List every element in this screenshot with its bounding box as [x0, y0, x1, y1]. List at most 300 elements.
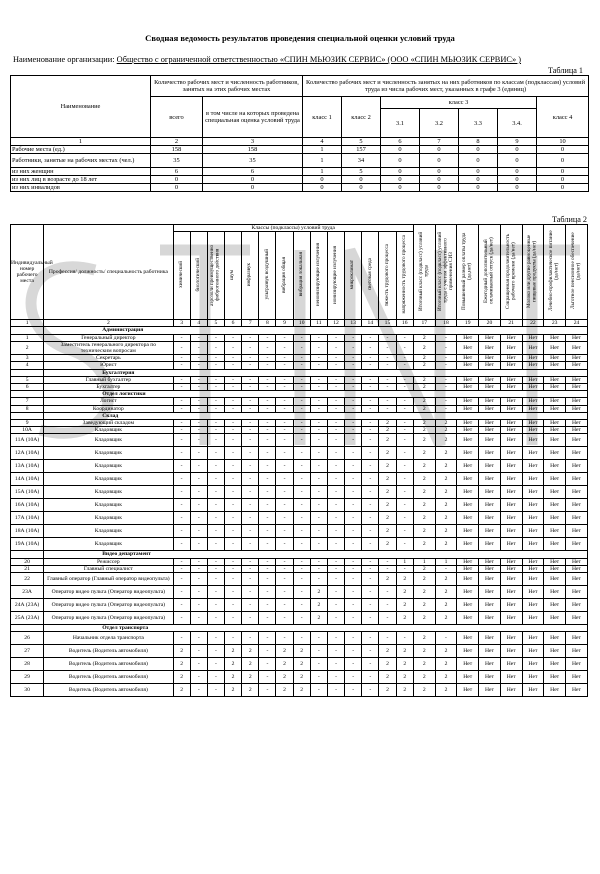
factor-cell: - [207, 612, 224, 625]
result-cell: 2 [413, 612, 435, 625]
factor-cell: - [190, 486, 207, 499]
factor-cell: - [310, 658, 327, 671]
factor-cell: - [345, 558, 362, 565]
factor-header [276, 232, 293, 320]
result-cell: Нет [457, 612, 479, 625]
factor-cell: - [224, 573, 241, 586]
result-cell: Нет [457, 420, 479, 427]
factor-cell: - [173, 447, 190, 460]
factor-cell: - [310, 460, 327, 473]
factor-cell: - [242, 525, 259, 538]
factor-cell: 2 [242, 645, 259, 658]
table1-body [11, 146, 589, 192]
factor-cell: - [293, 525, 310, 538]
factor-cell: - [293, 376, 310, 383]
result-cell: - [435, 376, 457, 383]
factor-cell: - [173, 362, 190, 369]
result-cell: Нет [457, 405, 479, 412]
factor-header-text: световая среда [366, 258, 373, 291]
factor-cell: - [362, 427, 379, 434]
result-cell: Нет [544, 645, 566, 658]
result-cell: Нет [566, 632, 588, 645]
factor-cell: - [310, 376, 327, 383]
result-cell: Нет [457, 398, 479, 405]
factor-cell: - [190, 427, 207, 434]
factor-cell: - [224, 334, 241, 341]
result-cell: Нет [479, 525, 501, 538]
factor-cell: - [345, 398, 362, 405]
result-cell: 2 [435, 460, 457, 473]
profession: Секретарь [44, 355, 173, 362]
table1-column-number: 7 [420, 138, 459, 146]
factor-cell: - [345, 427, 362, 434]
factor-cell: - [362, 565, 379, 572]
result-cell: Нет [500, 499, 522, 512]
factor-cell: - [362, 384, 379, 391]
table-row [11, 684, 588, 697]
factor-cell: - [327, 405, 344, 412]
result-cell: Нет [544, 565, 566, 572]
factor-cell: - [396, 384, 413, 391]
factor-cell: - [345, 671, 362, 684]
table-cell: 0 [151, 176, 203, 184]
factor-cell: - [259, 460, 276, 473]
factor-cell: - [396, 486, 413, 499]
workplace-id: 24А (23А) [11, 599, 44, 612]
factor-cell: - [310, 434, 327, 447]
factor-cell: - [293, 512, 310, 525]
result-cell: Нет [566, 434, 588, 447]
factor-cell: - [362, 612, 379, 625]
result-cell: Нет [544, 398, 566, 405]
result-cell: 2 [413, 599, 435, 612]
factor-cell: - [362, 499, 379, 512]
result-cell: Нет [522, 420, 544, 427]
factor-cell: - [190, 460, 207, 473]
result-cell: Нет [479, 499, 501, 512]
factor-cell: - [293, 362, 310, 369]
factor-cell: 2 [379, 573, 396, 586]
factor-cell: - [345, 573, 362, 586]
result-cell: Нет [566, 486, 588, 499]
factor-cell: - [173, 565, 190, 572]
result-cell: Нет [566, 447, 588, 460]
factor-cell: - [276, 525, 293, 538]
table-row [11, 176, 589, 184]
factor-cell: - [190, 684, 207, 697]
factor-cell: - [259, 612, 276, 625]
result-cell: Нет [479, 420, 501, 427]
factor-cell: 2 [379, 434, 396, 447]
factor-cell: - [379, 341, 396, 354]
factor-cell: - [310, 398, 327, 405]
extra-header-text: Ежегодный дополнительный оплачиваемый отпуск (да/нет) [482, 237, 495, 305]
extra-header-text: Молоко или другие равноценные пищевые продукты (да/нет) [526, 234, 538, 308]
result-cell: Нет [544, 434, 566, 447]
result-cell: Нет [479, 573, 501, 586]
result-cell: Нет [500, 486, 522, 499]
table-row [11, 355, 588, 362]
section-spacer [11, 625, 44, 632]
factor-cell: - [327, 538, 344, 551]
factor-cell: - [190, 376, 207, 383]
factor-cell: - [207, 658, 224, 671]
result-cell: Нет [479, 334, 501, 341]
result-cell: Нет [566, 684, 588, 697]
factor-cell: - [259, 586, 276, 599]
workplace-id: 19А (10А) [11, 538, 44, 551]
factor-cell: - [276, 538, 293, 551]
factor-header-text: тяжесть трудового процесса [383, 243, 390, 306]
table-cell: 0 [303, 184, 342, 192]
factor-cell: - [310, 420, 327, 427]
factor-cell: - [190, 362, 207, 369]
table-row [11, 146, 589, 154]
factor-cell: - [242, 499, 259, 512]
factor-cell: - [396, 512, 413, 525]
factor-cell: - [207, 565, 224, 572]
workplace-id: 10А [11, 427, 44, 434]
factor-cell: - [276, 447, 293, 460]
factor-cell: 2 [379, 538, 396, 551]
result-cell: 2 [413, 427, 435, 434]
result-cell: Нет [479, 684, 501, 697]
section-title: Бухгалтерия [44, 369, 588, 376]
result-cell: Нет [566, 558, 588, 565]
profession: Режиссер [44, 558, 173, 565]
result-cell: Нет [457, 558, 479, 565]
factor-cell: - [293, 573, 310, 586]
result-cell: Нет [479, 558, 501, 565]
factor-cell: - [327, 586, 344, 599]
workplace-id: 15А (10А) [11, 486, 44, 499]
profession: Водитель (Водитель автомобиля) [44, 671, 173, 684]
result-cell: Нет [457, 632, 479, 645]
result-cell: Нет [500, 512, 522, 525]
table2-header-extra-2 [435, 225, 457, 320]
factor-cell: - [362, 362, 379, 369]
row-label: Рабочие места (ед.) [11, 146, 151, 154]
factor-cell: - [310, 334, 327, 341]
result-cell: 2 [413, 671, 435, 684]
table-cell: 1 [303, 146, 342, 154]
profession: Кладовщик [44, 427, 173, 434]
workplace-id: 12А (10А) [11, 447, 44, 460]
factor-cell: - [207, 599, 224, 612]
profession: Кладовщик [44, 512, 173, 525]
factor-header [190, 232, 207, 320]
table2-column-number: 6 [224, 320, 241, 327]
result-cell: 2 [413, 573, 435, 586]
factor-cell: - [207, 447, 224, 460]
result-cell: Нет [457, 473, 479, 486]
result-cell: Нет [457, 499, 479, 512]
result-cell: Нет [522, 334, 544, 341]
profession: Генеральный директор [44, 334, 173, 341]
table2-column-number: 20 [479, 320, 501, 327]
result-cell: 2 [413, 586, 435, 599]
result-cell: Нет [457, 565, 479, 572]
table-row [11, 586, 588, 599]
table-cell: 0 [459, 168, 498, 176]
result-cell: Нет [500, 376, 522, 383]
result-cell: Нет [500, 384, 522, 391]
result-cell: Нет [566, 573, 588, 586]
extra-header-text: Льготное пенсионное обеспечение (да/нет) [569, 232, 582, 310]
table-row [11, 398, 588, 405]
section-row [11, 412, 588, 419]
workplace-id: 27 [11, 645, 44, 658]
factor-cell: - [362, 376, 379, 383]
result-cell: Нет [544, 376, 566, 383]
result-cell: 2 [413, 334, 435, 341]
result-cell: Нет [479, 405, 501, 412]
table1-column-number: 5 [342, 138, 381, 146]
factor-cell: - [276, 558, 293, 565]
factor-cell: - [190, 499, 207, 512]
section-title: Склад [44, 412, 588, 419]
factor-cell: - [190, 538, 207, 551]
result-cell: Нет [522, 362, 544, 369]
result-cell: Нет [457, 538, 479, 551]
factor-cell: - [345, 447, 362, 460]
factor-cell: 2 [276, 684, 293, 697]
result-cell: Нет [544, 612, 566, 625]
factor-cell: - [310, 427, 327, 434]
table-row [11, 420, 588, 427]
result-cell: Нет [457, 460, 479, 473]
factor-cell: - [224, 355, 241, 362]
table-row [11, 405, 588, 412]
factor-cell: - [310, 538, 327, 551]
factor-cell: - [259, 525, 276, 538]
factor-cell: - [362, 525, 379, 538]
result-cell: - [435, 398, 457, 405]
table2-column-number: 7 [242, 320, 259, 327]
organization-line [13, 55, 521, 64]
factor-cell: 2 [396, 573, 413, 586]
factor-cell: 2 [310, 599, 327, 612]
factor-header [396, 232, 413, 320]
factor-cell: - [310, 499, 327, 512]
result-cell: Нет [544, 405, 566, 412]
factor-cell: 2 [173, 671, 190, 684]
factor-cell: - [293, 447, 310, 460]
factor-cell: - [293, 558, 310, 565]
result-cell: Нет [544, 684, 566, 697]
factor-cell: - [242, 376, 259, 383]
table2-column-number: 15 [379, 320, 396, 327]
table-row [11, 154, 589, 168]
factor-cell: - [242, 599, 259, 612]
factor-cell: - [207, 405, 224, 412]
result-cell: Нет [566, 525, 588, 538]
result-cell: Нет [566, 565, 588, 572]
workplace-id: 20 [11, 558, 44, 565]
result-cell: Нет [522, 525, 544, 538]
factor-cell: - [310, 684, 327, 697]
result-cell: Нет [544, 573, 566, 586]
table-row [11, 558, 588, 565]
result-cell: Нет [500, 420, 522, 427]
factor-cell: - [310, 355, 327, 362]
factor-cell: - [207, 334, 224, 341]
factor-cell: - [207, 684, 224, 697]
factor-cell: - [327, 612, 344, 625]
factor-cell: 2 [396, 586, 413, 599]
table-row [11, 645, 588, 658]
table2-header-extra-1 [413, 225, 435, 320]
result-cell: Нет [500, 447, 522, 460]
factor-cell: - [207, 538, 224, 551]
result-cell: 2 [413, 499, 435, 512]
result-cell: Нет [544, 538, 566, 551]
factor-cell: - [224, 632, 241, 645]
result-cell: Нет [479, 599, 501, 612]
factor-cell: - [207, 632, 224, 645]
table2-label: Таблица 2 [552, 215, 588, 224]
factor-cell: - [242, 632, 259, 645]
factor-cell: - [276, 473, 293, 486]
result-cell: 2 [435, 499, 457, 512]
factor-cell: - [173, 460, 190, 473]
result-cell: Нет [479, 486, 501, 499]
result-cell: Нет [522, 355, 544, 362]
result-cell: Нет [500, 362, 522, 369]
factor-cell: - [259, 384, 276, 391]
result-cell: Нет [522, 460, 544, 473]
factor-cell: - [310, 486, 327, 499]
factor-cell: - [396, 565, 413, 572]
factor-cell: - [327, 684, 344, 697]
factor-cell: - [276, 565, 293, 572]
factor-cell: - [310, 512, 327, 525]
result-cell: 2 [413, 525, 435, 538]
result-cell: 2 [413, 434, 435, 447]
table-row [11, 599, 588, 612]
factor-cell: - [293, 538, 310, 551]
factor-cell: - [379, 376, 396, 383]
table1-header-class2: класс 2 [342, 97, 381, 138]
factor-cell: - [259, 427, 276, 434]
factor-cell: - [327, 632, 344, 645]
factor-cell: - [173, 376, 190, 383]
factor-cell: - [327, 420, 344, 427]
factor-cell: - [276, 376, 293, 383]
result-cell: Нет [479, 427, 501, 434]
factor-cell: - [190, 447, 207, 460]
table-row [11, 334, 588, 341]
profession: Оператор видео пульта (Оператор видеопульта) [44, 612, 173, 625]
factor-cell: - [396, 447, 413, 460]
workplace-id: 13А (10А) [11, 460, 44, 473]
factor-cell: - [207, 645, 224, 658]
factor-header-text: микроклимат [349, 259, 356, 290]
factor-cell: - [259, 486, 276, 499]
row-label: из них лиц в возрасте до 18 лет [11, 176, 151, 184]
factor-cell: - [173, 538, 190, 551]
table-row [11, 612, 588, 625]
result-cell: 2 [435, 486, 457, 499]
result-cell: Нет [479, 341, 501, 354]
table2-body [11, 327, 588, 697]
factor-cell: - [362, 434, 379, 447]
factor-cell: - [259, 599, 276, 612]
factor-cell: - [259, 573, 276, 586]
factor-cell: - [207, 525, 224, 538]
factor-header-text: напряженность трудового процесса [400, 235, 407, 314]
factor-cell: 2 [242, 671, 259, 684]
result-cell: Нет [479, 434, 501, 447]
result-cell: Нет [522, 538, 544, 551]
result-cell: Нет [522, 486, 544, 499]
workplace-id: 26 [11, 632, 44, 645]
factor-cell: - [362, 334, 379, 341]
factor-cell: - [293, 473, 310, 486]
table-cell: 0 [381, 146, 420, 154]
table1-column-number: 6 [381, 138, 420, 146]
factor-cell: - [207, 586, 224, 599]
result-cell: - [435, 334, 457, 341]
factor-cell: - [310, 447, 327, 460]
table-cell: 6 [203, 168, 303, 176]
table-cell: 158 [203, 146, 303, 154]
result-cell: Нет [544, 632, 566, 645]
table1-column-numbers [11, 138, 589, 146]
factor-cell: - [362, 658, 379, 671]
factor-cell: 2 [242, 684, 259, 697]
table1-column-number: 9 [498, 138, 537, 146]
result-cell: Нет [479, 612, 501, 625]
result-cell: Нет [544, 486, 566, 499]
result-cell: Нет [500, 473, 522, 486]
factor-cell: - [242, 612, 259, 625]
result-cell: Нет [522, 434, 544, 447]
factor-header [242, 232, 259, 320]
result-cell: Нет [479, 671, 501, 684]
workplace-id: 14А (10А) [11, 473, 44, 486]
factor-cell: 2 [224, 645, 241, 658]
table-cell: 0 [459, 146, 498, 154]
result-cell: 2 [413, 376, 435, 383]
factor-cell: 2 [379, 460, 396, 473]
factor-cell: - [310, 565, 327, 572]
table-row [11, 671, 588, 684]
factor-cell: - [207, 486, 224, 499]
organization-name: Общество с ограниченной ответственностью «СПИН МЬЮЗИК СЕРВИС» (ООО «СПИН МЬЮЗИК СЕРВИС» ) [116, 55, 522, 64]
profession: Кладовщик [44, 434, 173, 447]
factor-cell: - [259, 512, 276, 525]
table-cell: 35 [203, 154, 303, 168]
factor-header-text: химический [177, 261, 184, 289]
factor-cell: - [242, 341, 259, 354]
result-cell: Нет [500, 612, 522, 625]
factor-cell: 2 [396, 599, 413, 612]
result-cell: Нет [500, 658, 522, 671]
table2-header-extra-3 [457, 225, 479, 320]
factor-header [293, 232, 310, 320]
workplace-id: 9 [11, 420, 44, 427]
factor-cell: - [224, 341, 241, 354]
factor-cell: - [173, 599, 190, 612]
profession: Логист [44, 398, 173, 405]
factor-cell: - [379, 612, 396, 625]
factor-cell: - [362, 599, 379, 612]
table1-header-count: Количество рабочих мест и численность работников, занятых на этих рабочих местах [151, 76, 303, 97]
factor-cell: - [293, 405, 310, 412]
factor-cell: - [310, 573, 327, 586]
result-cell: Нет [544, 558, 566, 565]
